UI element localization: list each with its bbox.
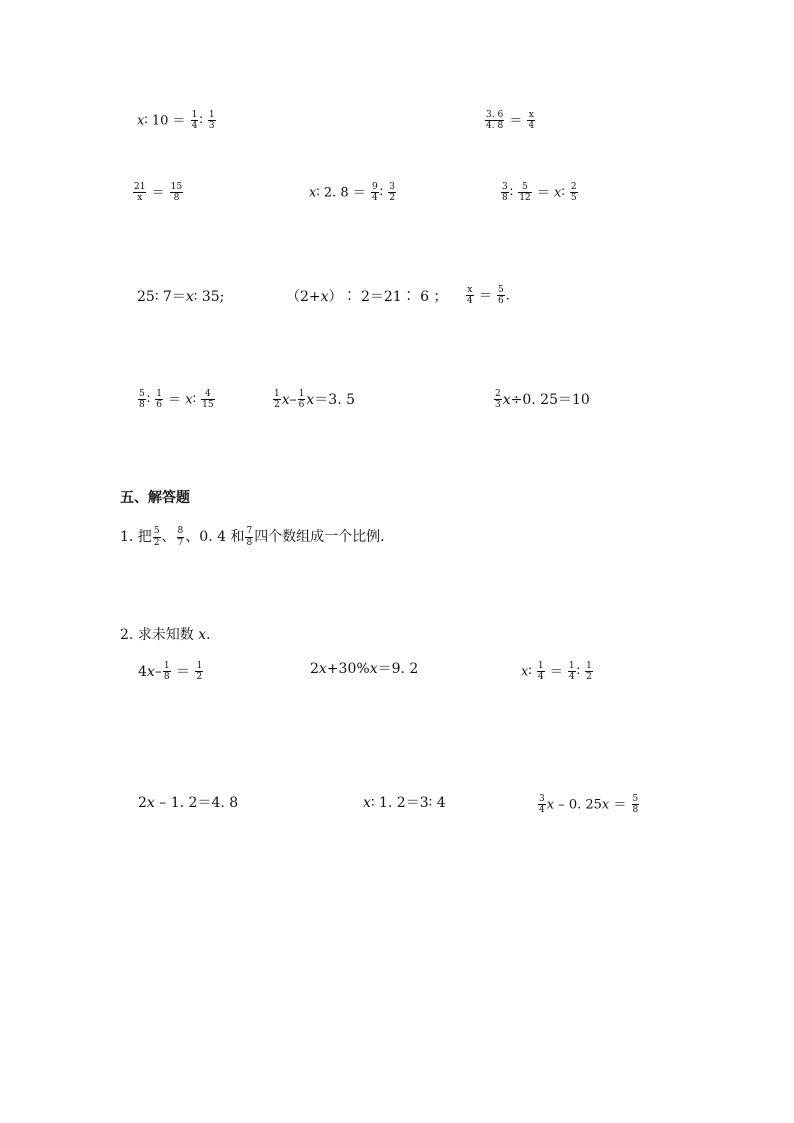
fraction: $\frac{1}{6}$ <box>156 389 162 411</box>
fraction: $\frac{3}{2}$ <box>389 182 395 204</box>
question-2: 2. 求未知数 x. <box>120 627 211 643</box>
fraction: $\frac{8}{7}$ <box>177 526 184 548</box>
variable-x: x <box>546 797 555 813</box>
variable-x: x <box>601 797 610 813</box>
variable-x: x <box>306 391 315 408</box>
fraction: $\frac{2}{3}$ <box>495 389 501 411</box>
fraction: $\frac{5}{2}$ <box>153 526 160 548</box>
equation-15: 2x – 1. 2＝4. 8 <box>138 795 239 811</box>
fraction: $\frac{5}{6}$ <box>498 285 504 307</box>
variable-x: x <box>363 795 371 811</box>
variable-x: x <box>185 289 194 305</box>
variable-x: x <box>521 664 529 680</box>
fraction: $\frac{5}{12}$ <box>519 182 531 204</box>
fraction: $\frac{x}{4}$ <box>467 285 473 307</box>
equation-4: x∶ 2. 8 ＝ $\frac{9}{4}$ ∶ $\frac{3}{2}$ <box>309 182 395 204</box>
variable-x: x <box>198 627 207 643</box>
fraction: $\frac{21}{x}$ <box>134 182 146 204</box>
fraction: $\frac{9}{4}$ <box>371 182 378 204</box>
variable-x: x <box>281 391 290 408</box>
equation-11: $\frac{2}{3}$ x÷0. 25＝10 <box>495 389 590 411</box>
equation-5: $\frac{3}{8}$ ∶ $\frac{5}{12}$ ＝ x∶ $\frac{2}{5}$ <box>502 182 577 204</box>
fraction: $\frac{1}{3}$ <box>208 110 215 132</box>
fraction: $\frac{3. 6}{4. 8}$ <box>486 110 504 132</box>
variable-x: x <box>369 661 378 677</box>
variable-x: x <box>553 185 562 201</box>
fraction: $\frac{x}{4}$ <box>528 110 535 132</box>
fraction: $\frac{5}{8}$ <box>139 389 145 411</box>
variable-x: x <box>137 113 145 129</box>
equation-6: 25∶ 7＝x∶ 35; <box>137 289 225 305</box>
fraction: $\frac{4}{15}$ <box>202 389 214 411</box>
equation-9: $\frac{5}{8}$ ∶ $\frac{1}{6}$ ＝ x∶ $\frac{4}{15}$ <box>139 389 214 411</box>
equation-14: x∶ $\frac{1}{4}$ ＝ $\frac{1}{4}$ ∶ $\frac{1}{2}$ <box>521 661 592 683</box>
fraction: $\frac{1}{2}$ <box>586 661 592 683</box>
fraction: $\frac{1}{2}$ <box>196 661 203 683</box>
fraction: $\frac{5}{8}$ <box>632 794 639 816</box>
fraction: $\frac{2}{5}$ <box>570 182 577 204</box>
variable-x: x <box>502 391 511 408</box>
fraction: $\frac{1}{4}$ <box>537 661 544 683</box>
equation-2: $\frac{3. 6}{4. 8}$ ＝ $\frac{x}{4}$ <box>486 110 535 132</box>
fraction: $\frac{3}{4}$ <box>539 794 545 816</box>
fraction: $\frac{1}{8}$ <box>163 661 170 683</box>
equation-1: x∶ 10 ＝ $\frac{1}{4}$ ∶ $\frac{1}{3}$ <box>137 110 215 132</box>
equation-13: 2x+30%x＝9. 2 <box>310 661 419 677</box>
equation-17: $\frac{3}{4}$ x – 0. 25x ＝ $\frac{5}{8}$ <box>539 794 639 816</box>
variable-x: x <box>146 663 155 680</box>
variable-x: x <box>146 795 155 811</box>
equation-12: 4x– $\frac{1}{8}$ ＝ $\frac{1}{2}$ <box>138 661 203 683</box>
fraction: $\frac{3}{8}$ <box>502 182 508 204</box>
variable-x: x <box>318 661 327 677</box>
question-1: 1. 把 $\frac{5}{2}$ 、 $\frac{8}{7}$ 、0. 4 和 $\frac{7}{8}$ 四个数组成一个比例. <box>120 526 385 548</box>
fraction: $\frac{15}{8}$ <box>170 182 183 204</box>
variable-x: x <box>320 289 329 305</box>
fraction: $\frac{1}{2}$ <box>274 389 280 411</box>
fraction: $\frac{1}{4}$ <box>191 110 198 132</box>
equation-3: $\frac{21}{x}$ ＝ $\frac{15}{8}$ <box>134 182 183 204</box>
variable-x: x <box>185 392 193 408</box>
equation-7: （2+x）∶ 2＝21∶ 6 ； <box>286 289 448 305</box>
equation-16: x∶ 1. 2＝3∶ 4 <box>363 795 446 811</box>
equation-10: $\frac{1}{2}$ x– $\frac{1}{6}$ x＝3. 5 <box>274 389 355 411</box>
section-title: 五、解答题 <box>120 490 190 506</box>
equation-8: $\frac{x}{4}$ ＝ $\frac{5}{6}$ . <box>467 285 510 307</box>
fraction: $\frac{7}{8}$ <box>246 526 253 548</box>
fraction: $\frac{1}{6}$ <box>298 389 305 411</box>
fraction: $\frac{1}{4}$ <box>568 661 575 683</box>
variable-x: x <box>309 185 317 201</box>
